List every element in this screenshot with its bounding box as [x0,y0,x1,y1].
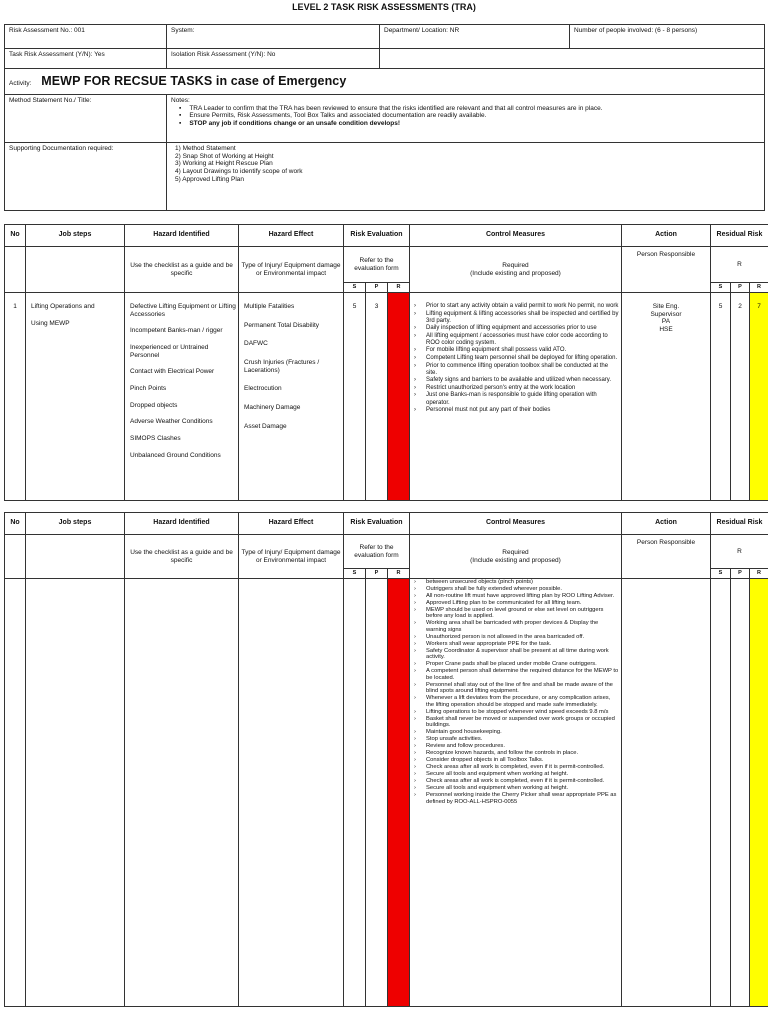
control-item: › Whenever a lift deviates from the procedure, or any complication arises, the lifting operation should be stopped and made safe immediately. [426,695,619,708]
control-item: › Restrict unauthorized person's entry at the work location [426,385,619,392]
control-item: › Recognize known hazards, and follow the controls in place. [426,750,619,756]
action-person: Site Eng. [652,303,680,310]
control-item: › MEWP should be used on level ground or else set level on outriggers before any load is applied. [426,607,619,620]
doc-item: 3) Working at Height Rescue Plan [175,160,273,168]
empty-cell [5,579,26,1007]
risk-r: 15 [388,293,410,501]
col-action: Action [622,513,711,535]
system-field: System: [167,25,380,49]
hazards-cell [125,293,239,501]
action-person: Supervisor [650,310,682,318]
col-job-steps: Job steps [26,513,125,535]
control-item: › Secure all tools and equipment when working at height. [426,785,619,791]
control-item: › Review and follow procedures. [426,743,619,749]
hazard-item: Adverse Weather Conditions [130,418,213,426]
col-effect: Hazard Effect [239,225,344,247]
col-residual: Residual Risk [711,225,768,247]
action-person: PA [661,318,671,326]
control-item: › Secure all tools and equipment when working at height. [426,771,619,777]
control-item: › between unsecured objects (pinch points) [426,579,619,585]
control-item: › All non-routine lift must have approved lifting plan by ROO Lifting Adviser. [426,593,619,599]
doc-item: 5) Approved Lifting Plan [175,175,245,183]
empty-cell [26,247,125,293]
control-item: › Check areas after all work is completed, even if it is permit-controlled. [426,778,619,784]
people-involved: Number of people involved: (6 - 8 persons) [570,25,765,49]
doc-item: 2) Snap Shot of Working at Height [175,152,274,160]
control-item: › Basket shall never be moved or suspended over work groups or occupied buildings. [426,716,619,729]
effect-item: Machinery Damage [244,403,301,411]
col-hazard: Hazard Identified [125,513,239,535]
supporting-docs-label: Supporting Documentation required: [5,143,167,211]
s-label: S [344,569,366,579]
job-step: Using MEWP [31,319,70,327]
risk-table-2 [4,512,768,1007]
doc-item: 1) Method Statement [175,145,236,152]
action-sub: Person Responsible [622,535,711,579]
blank-cell [380,49,765,69]
control-item: › Prior to commence lifting operation toolbox shall be conducted at the site. [426,363,619,377]
control-item: › Competent Lifting team personnel shall be deployed for lifting operation. [426,355,619,362]
control-item: › Maintain good housekeeping. [426,729,619,735]
controls-cell [410,293,622,501]
col-action: Action [622,225,711,247]
method-statement-label: Method Statement No./ Title: [5,95,167,143]
s-label: S [711,569,731,579]
p-label: P [366,283,388,293]
hazard-sub: Use the checklist as a guide and be specific [125,535,239,579]
risk-assessment-no: Risk Assessment No.: 001 [5,25,167,49]
row-no: 1 [5,293,26,501]
job-step: Lifting Operations and [31,303,95,310]
control-item: › Personnel shall stay out of the line of fire and shall be made aware of the blind spots around lifting equipment. [426,682,619,695]
residual-r: 7 [750,293,768,501]
control-item: › For mobile lifting equipment shall possess valid ATO. [426,347,619,354]
action-sub: Person Responsible [622,247,711,293]
supporting-docs-list [171,145,760,183]
risk-s: 5 [344,293,366,501]
control-item: › Personnel must not put any part of their bodies [426,407,619,414]
hazard-item: Contact with Electrical Power [130,368,215,376]
hazard-item: Unbalanced Ground Conditions [130,451,221,459]
empty-cell [26,535,125,579]
control-item: › Stop unsafe activities. [426,736,619,742]
control-item: › A competent person shall determine the required distance for the MEWP to be located. [426,668,619,681]
risk-p: 3 [366,293,388,501]
notes-cell [167,95,765,143]
activity-label: Activity: [9,80,32,88]
control-item: › Proper Crane pads shall be placed under mobile Crane outriggers. [426,661,619,667]
hazard-sub: Use the checklist as a guide and be specific [125,247,239,293]
hazard-item: Dropped objects [130,401,178,409]
risk-table-1 [4,224,768,501]
empty-cell [5,535,26,579]
control-item: › Check areas after all work is completed, even if it is permit-controlled. [426,764,619,770]
hazard-item: SIMOPS Clashes [130,434,181,442]
empty-cell [239,579,344,1007]
notes-list [171,105,760,128]
residual-r-label: R [711,247,768,283]
control-item: › Daily inspection of lifting equipment and accessories prior to use [426,325,619,332]
notes-label: Notes: [171,97,190,104]
empty-cell [366,579,388,1007]
supporting-docs-cell [167,143,765,211]
risk-sub: Refer to the evaluation form [344,247,410,283]
s-label: S [711,283,731,293]
empty-cell [5,247,26,293]
col-control: Control Measures [410,513,622,535]
col-risk-eval: Risk Evaluation [344,513,410,535]
r-label: R [388,569,410,579]
col-hazard: Hazard Identified [125,225,239,247]
risk-r-fill [388,579,410,1007]
control-include: (Include existing and proposed) [470,556,561,564]
control-item: › Lifting operations to be stopped whenever wind speed exceeds 9.8 m/s [426,709,619,715]
s-label: S [344,283,366,293]
note-item: ▪ STOP any job if conditions change or an unsafe condition develops! [179,120,760,128]
control-sub [410,535,622,579]
col-effect: Hazard Effect [239,513,344,535]
control-item: › Unauthorized person is not allowed in the area barricaded off. [426,634,619,640]
job-steps-cell [26,293,125,501]
control-required: Required [502,548,529,556]
controls-cell-continued [410,579,622,1007]
r-label: R [388,283,410,293]
effect-item: Permanent Total Disability [244,321,320,329]
col-control: Control Measures [410,225,622,247]
col-no: No [5,225,26,247]
effect-item: Electrocution [244,385,282,393]
control-include: (Include existing and proposed) [470,269,561,277]
control-item: › Just one Banks-man is responsible to guide lifting operation with operator. [426,392,619,406]
control-item: › Workers shall wear appropriate PPE for the task. [426,641,619,647]
hazard-item: Pinch Points [130,384,167,392]
activity-value: MEWP FOR RECSUE TASKS in case of Emergency [41,74,347,89]
effect-sub: Type of Injury/ Equipment damage or Environmental impact [239,535,344,579]
col-no: No [5,513,26,535]
control-item: › All lifting equipment / accessories must have color code according to ROO color coding system. [426,333,619,347]
col-residual: Residual Risk [711,513,768,535]
effect-item: Crush Injuries (Fractures / Lacerations) [244,358,320,374]
effect-item: Multiple Fatalities [244,303,295,310]
hazard-item: Inexperienced or Untrained Personnel [130,343,209,359]
p-label: P [731,283,750,293]
empty-cell [26,579,125,1007]
page-title: LEVEL 2 TASK RISK ASSESSMENTS (TRA) [292,2,476,12]
control-item: › Approved Lifting plan to be communicated for all lifting team. [426,600,619,606]
control-item: › Prior to start any activity obtain a valid permit to work No permit, no work [426,303,619,310]
empty-cell [344,579,366,1007]
control-required: Required [502,261,529,269]
residual-p: 2 [731,293,750,501]
r-label: R [750,283,768,293]
residual-s: 5 [711,293,731,501]
control-item: › Working area shall be barricaded with proper devices & Display the warning signs [426,620,619,633]
p-label: P [731,569,750,579]
effects-cell [239,293,344,501]
department-field: Department/ Location: NR [380,25,570,49]
isolation-yn: Isolation Risk Assessment (Y/N): No [167,49,380,69]
residual-r-label: R [711,535,768,569]
col-job-steps: Job steps [26,225,125,247]
control-sub [410,247,622,293]
effect-item: DAFWC [244,340,268,348]
control-item: › Safety Coordinator & supervisor shall be present at all time during work activity. [426,648,619,661]
action-person: HSE [659,325,673,333]
note-item: ▪ Ensure Permits, Risk Assessments, Tool Box Talks and associated documentation are readily available. [179,112,760,120]
control-item: › Safety signs and barriers to be available and utilized when necessary. [426,377,619,384]
control-item: › Outriggers shall be fully extended wherever possible. [426,586,619,592]
tra-yn: Task Risk Assessment (Y/N): Yes [5,49,167,69]
empty-cell [711,579,731,1007]
empty-cell [125,579,239,1007]
hazard-item: Defective Lifting Equipment or Lifting Accessories [130,303,236,318]
col-risk-eval: Risk Evaluation [344,225,410,247]
header-table [4,24,765,211]
control-item: › Personnel working inside the Cherry Picker shall wear appropriate PPE as defined by ROO-ALL-HSPRO-0055 [426,792,619,805]
control-item: › Lifting equipment & lifting accessories shall be inspected and certified by 3rd party. [426,311,619,325]
note-item: ▪ TRA Leader to confirm that the TRA has been reviewed to ensure that the risks identified are relevant and that all control measures are in place. [179,105,760,113]
activity-row [5,69,765,95]
risk-sub: Refer to the evaluation form [344,535,410,569]
empty-cell [622,579,711,1007]
control-item: › Consider dropped objects in all Toolbox Talks. [426,757,619,763]
residual-r-fill [750,579,768,1007]
effect-sub: Type of Injury/ Equipment damage or Environmental impact [239,247,344,293]
p-label: P [366,569,388,579]
action-cell [622,293,711,501]
r-label: R [750,569,768,579]
effect-item: Asset Damage [244,422,287,430]
doc-item: 4) Layout Drawings to identify scope of work [175,167,303,175]
empty-cell [731,579,750,1007]
hazard-item: Incompetent Banks-man / rigger [130,327,223,335]
